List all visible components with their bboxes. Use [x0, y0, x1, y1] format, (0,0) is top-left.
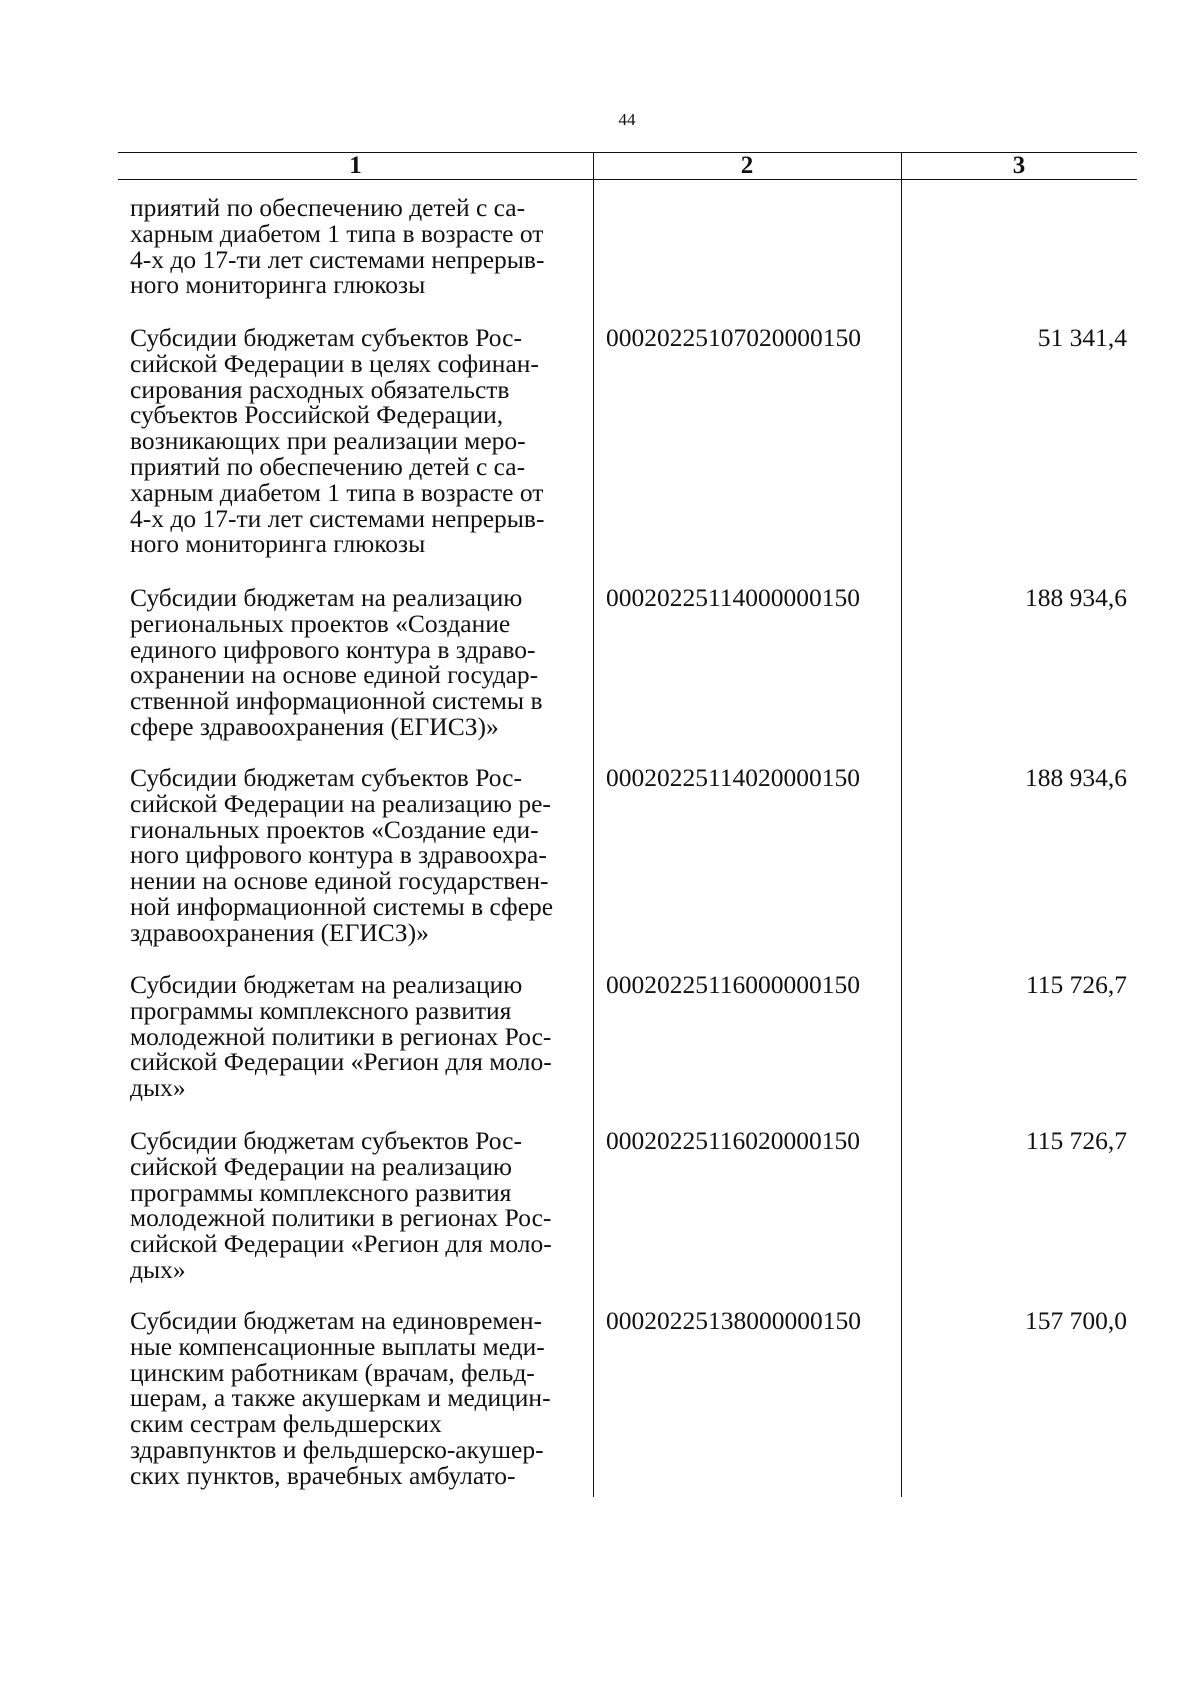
row-amount: 115 726,7 [1025, 1126, 1127, 1155]
table-header-rule [118, 179, 1137, 180]
row-amount: 188 934,6 [1025, 763, 1127, 792]
row-description: Субсидии бюджетам на реализацию программы комплексного развития молодежной политики в регионах Рос- сийской Федерации «Регион для моло- дых» [130, 970, 552, 1103]
row-description: Субсидии бюджетам на единовремен- ные компенсационные выплаты меди- цинским работникам (врачам, фельд- шерам, а также акушеркам и медицин- ским сестрам фельдшерских здравпунктов и фельдшерско-акушер- ских пунктов, врачебных амбулато- [130, 1306, 551, 1490]
row-amount: 51 341,4 [1037, 323, 1127, 352]
row-code: 00020225114000000150 [606, 583, 861, 612]
row-code: 00020225138000000150 [606, 1306, 861, 1335]
column-divider-2 [901, 152, 902, 1497]
row-code: 00020225114020000150 [606, 763, 861, 792]
row-code: 00020225116020000150 [606, 1126, 861, 1155]
row-description: Субсидии бюджетам на реализацию региональных проектов «Создание единого цифрового контура в здраво- охранении на основе единой государ- ственной информационной системы в сфере здравоохранения (ЕГИСЗ)» [130, 583, 543, 741]
column-header-3: 3 [1012, 152, 1026, 179]
column-header-1: 1 [349, 152, 362, 179]
page-number: 44 [618, 110, 636, 129]
row-code: 00020225116000000150 [606, 970, 861, 999]
column-divider-1 [593, 152, 594, 1497]
row-code: 00020225107020000150 [606, 323, 861, 352]
row-description: Субсидии бюджетам субъектов Рос- сийской Федерации в целях софинан- сирования расходных обязательств субъектов Российской Федерации, возникающих при реализации меро- приятий по обеспечению детей с са- харным диабетом 1 типа в возрасте от 4-х до 17-ти лет системами непрерыв- ного мониторинга глюкозы [130, 323, 545, 559]
column-header-2: 2 [740, 152, 754, 179]
row-amount: 157 700,0 [1025, 1306, 1127, 1335]
row-amount: 188 934,6 [1025, 583, 1127, 612]
row-amount: 115 726,7 [1025, 970, 1127, 999]
row-description: Субсидии бюджетам субъектов Рос- сийской Федерации на реализацию программы комплексного развития молодежной политики в регионах Рос- сийской Федерации «Регион для моло- дых» [130, 1126, 552, 1284]
row-description: Субсидии бюджетам субъектов Рос- сийской Федерации на реализацию ре- гиональных проектов «Создание еди- ного цифрового контура в здравоохра- нении на основе единой государствен- ной информационной системы в сфере здравоохранения (ЕГИСЗ)» [130, 763, 554, 947]
row-description: приятий по обеспечению детей с са- харным диабетом 1 типа в возрасте от 4-х до 17-ти лет системами непрерыв- ного мониторинга глюкозы [130, 193, 545, 300]
